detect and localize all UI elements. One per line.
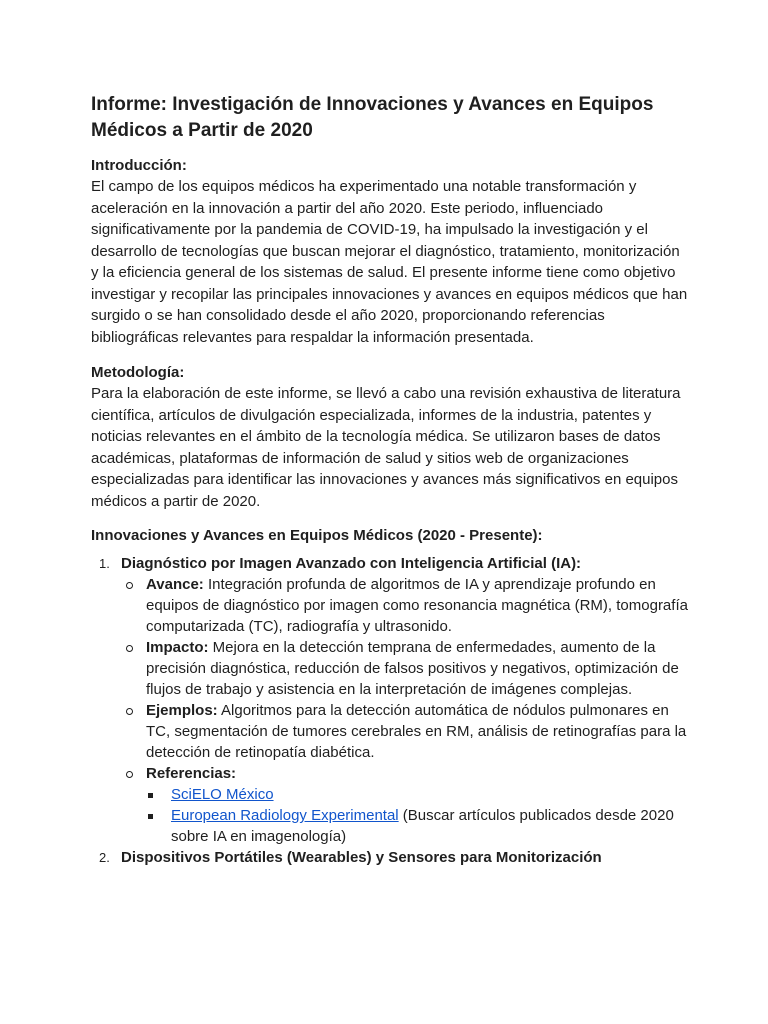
reference-item — [146, 784, 691, 805]
intro-heading: Introducción: — [91, 157, 187, 174]
list-item-title: Diagnóstico por Imagen Avanzado con Inteligencia Artificial (IA): — [121, 555, 582, 572]
list-number: 1. — [99, 556, 110, 571]
innovations-heading: Innovaciones y Avances en Equipos Médicos (2020 - Presente): — [91, 527, 543, 544]
list-item-title: Dispositivos Portátiles (Wearables) y Sensores para Monitorización — [121, 849, 602, 866]
european-radiology-link[interactable]: European Radiology Experimental — [171, 807, 399, 824]
reference-note: (Buscar artículos publicados desde 2020 sobre IA en imagenología) — [171, 807, 674, 845]
hollow-bullet-icon — [126, 708, 133, 715]
hollow-bullet-icon — [126, 771, 133, 778]
referencias-label: Referencias: — [146, 765, 237, 782]
square-bullet-icon — [148, 814, 153, 819]
scielo-mexico-link[interactable]: SciELO México — [171, 786, 274, 803]
methodology-paragraph: Para la elaboración de este informe, se llevó a cabo una revisión exhaustiva de literatura científica, artículos de divulgación especializada, informes de la industria, patentes y noticias relevantes en el ámbito de la tecnología médica. Se utilizaron bases de datos académicas, plataformas de información de salud y sitios web de organizaciones especializadas para identificar las innovaciones y avances más significativos en equipos médicos a partir de 2020. — [91, 385, 681, 510]
ejemplos-text: Algoritmos para la detección automática de nódulos pulmonares en TC, segmentación de tumores cerebrales en RM, análisis de retinografías para la detección de retinopatía diabética. — [146, 702, 687, 761]
list-item — [91, 553, 691, 847]
intro-paragraph: El campo de los equipos médicos ha experimentado una notable transformación y aceleración en la innovación a partir del año 2020. Este periodo, influenciado significativamente por la pandemia de COVID-19, ha impulsado la investigación y el desarrollo de tecnologías que buscan mejorar el diagnóstico, tratamiento, monitorización y la eficiencia general de los sistemas de salud. El presente informe tiene como objetivo investigar y recopilar las principales innovaciones y avances en equipos médicos que han surgido o se han consolidado desde el año 2020, proporcionando referencias bibliográficas relevantes para respaldar la información presentada. — [91, 178, 688, 346]
sub-list-item — [121, 700, 691, 763]
avance-label: Avance: — [146, 576, 204, 593]
list-item — [91, 847, 691, 868]
sub-list — [121, 574, 691, 847]
hollow-bullet-icon — [126, 582, 133, 589]
avance-text: Integración profunda de algoritmos de IA y aprendizaje profundo en equipos de diagnóstico por imagen como resonancia magnética (RM), tomografía computarizada (TC), radiografía y ultrasonido. — [146, 576, 688, 635]
sub-list-item — [121, 763, 691, 847]
references-list — [146, 784, 691, 847]
square-bullet-icon — [148, 793, 153, 798]
document-title: Informe: Investigación de Innovaciones y Avances en Equipos Médicos a Partir de 2020 — [91, 94, 654, 141]
hollow-bullet-icon — [126, 645, 133, 652]
list-number: 2. — [99, 850, 110, 865]
innovations-list — [91, 553, 691, 868]
impacto-text: Mejora en la detección temprana de enfermedades, aumento de la precisión diagnóstica, reducción de falsos positivos y negativos, optimización de flujos de trabajo y asistencia en la interpretación de imágenes complejas. — [146, 639, 679, 698]
reference-item — [146, 805, 691, 847]
document-body — [91, 92, 691, 868]
sub-list-item — [121, 574, 691, 637]
ejemplos-label: Ejemplos: — [146, 702, 218, 719]
sub-list-item — [121, 637, 691, 700]
methodology-heading: Metodología: — [91, 364, 185, 381]
impacto-label: Impacto: — [146, 639, 209, 656]
